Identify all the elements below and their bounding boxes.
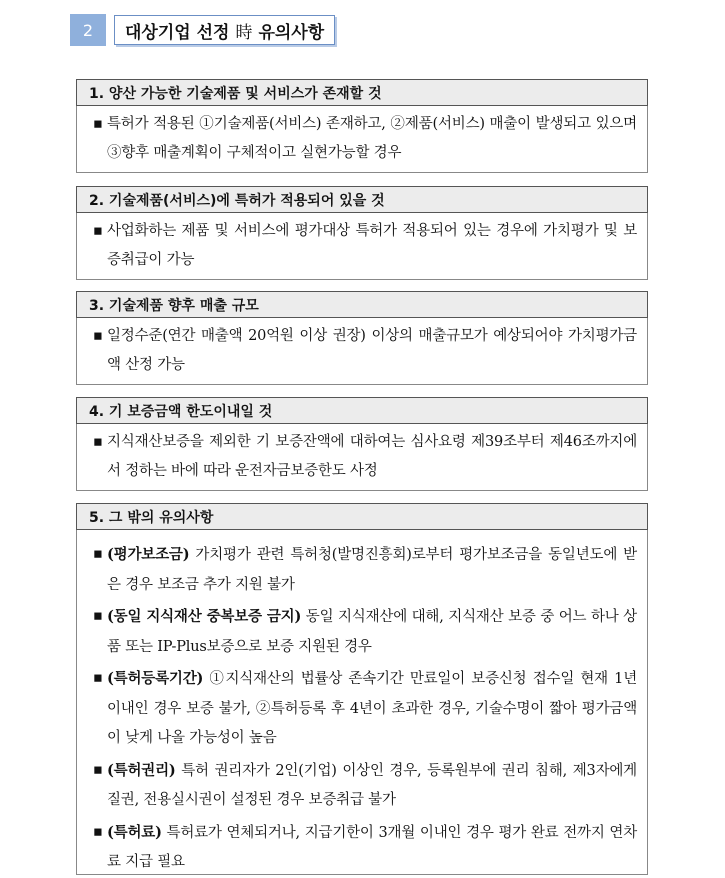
item-label: (특허권리): [107, 761, 176, 779]
item-label: (특허등록기간): [107, 670, 204, 687]
section-3-heading: 3. 기술제품 향후 매출 규모: [76, 291, 648, 318]
section-4-heading: 4. 기 보증금액 한도이내일 것: [76, 397, 648, 424]
list-item: ▪ 사업화하는 제품 및 서비스에 평가대상 특허가 적용되어 있는 경우에 가치평가 및 보증취급이 가능: [93, 217, 637, 275]
section-number-badge: 2: [70, 14, 106, 46]
bullet-icon: ▪: [93, 328, 103, 344]
bullet-icon: ▪: [93, 761, 103, 778]
section-5-heading: 5. 그 밖의 유의사항: [76, 503, 648, 530]
title-hanja: 時: [235, 22, 253, 43]
list-item: ▪ (특허료) 특허료가 연체되거나, 지급기한이 3개월 이내인 경우 평가 완료 전까지 연차료 지급 필요: [93, 818, 637, 878]
list-item: ▪ (특허권리) 특허 권리자가 2인(기업) 이상인 경우, 등록원부에 권리 침해, 제3자에게 질권, 전용실시권이 설정된 경우 보증취급 불가: [93, 756, 637, 816]
section-2-heading: 2. 기술제품(서비스)에 특허가 적용되어 있을 것: [76, 186, 648, 213]
bullet-icon: ▪: [93, 434, 103, 450]
item-label: (특허료): [107, 823, 162, 841]
section-5-body: [76, 530, 648, 875]
bullet-icon: ▪: [93, 608, 103, 624]
list-item: ▪ 일정수준(연간 매출액 20억원 이상 권장) 이상의 매출규모가 예상되어야 가치평가금액 산정 가능: [93, 322, 637, 380]
title-part-b: 유의사항: [258, 22, 325, 43]
list-item: ▪ (동일 지식재산 중복보증 금지) 동일 지식재산에 대해, 지식재산 보증 중 어느 하나 상품 또는 IP-Plus보증으로 보증 지원된 경우: [93, 602, 637, 662]
bullet-icon: ▪: [93, 116, 103, 132]
bullet-icon: ▪: [93, 223, 103, 239]
bullet-icon: ▪: [93, 546, 103, 562]
item-label: (평가보조금): [107, 546, 190, 563]
section-1-heading: 1. 양산 가능한 기술제품 및 서비스가 존재할 것: [76, 79, 648, 106]
list-item: ▪ (특허등록기간) ①지식재산의 법률상 존속기간 만료일이 보증신청 접수일 현재 1년 이내인 경우 보증 불가, ②특허등록 후 4년이 초과한 경우, 기술수명이 짧아 평가금액이 낮게 나올 가능성이 높음: [93, 664, 637, 754]
item-label: (동일 지식재산 중복보증 금지): [107, 608, 302, 625]
section-3-body: [76, 318, 648, 385]
section-2-body: [76, 213, 648, 280]
section-4-body: [76, 424, 648, 491]
section-1-body: [76, 106, 648, 173]
bullet-icon: ▪: [93, 670, 103, 686]
title-part-a: 대상기업 선정: [125, 22, 230, 43]
page-title: [114, 15, 335, 45]
list-item: ▪ 특허가 적용된 ①기술제품(서비스) 존재하고, ②제품(서비스) 매출이 발생되고 있으며 ③향후 매출계획이 구체적이고 실현가능할 경우: [93, 110, 637, 168]
list-item: ▪ (평가보조금) 가치평가 관련 특허청(발명진흥회)로부터 평가보조금을 동일년도에 받은 경우 보조금 추가 지원 불가: [93, 540, 637, 600]
bullet-icon: ▪: [93, 823, 103, 840]
list-item: ▪ 지식재산보증을 제외한 기 보증잔액에 대하여는 심사요령 제39조부터 제46조까지에서 정하는 바에 따라 운전자금보증한도 사정: [93, 428, 637, 486]
section-header: [70, 14, 335, 46]
